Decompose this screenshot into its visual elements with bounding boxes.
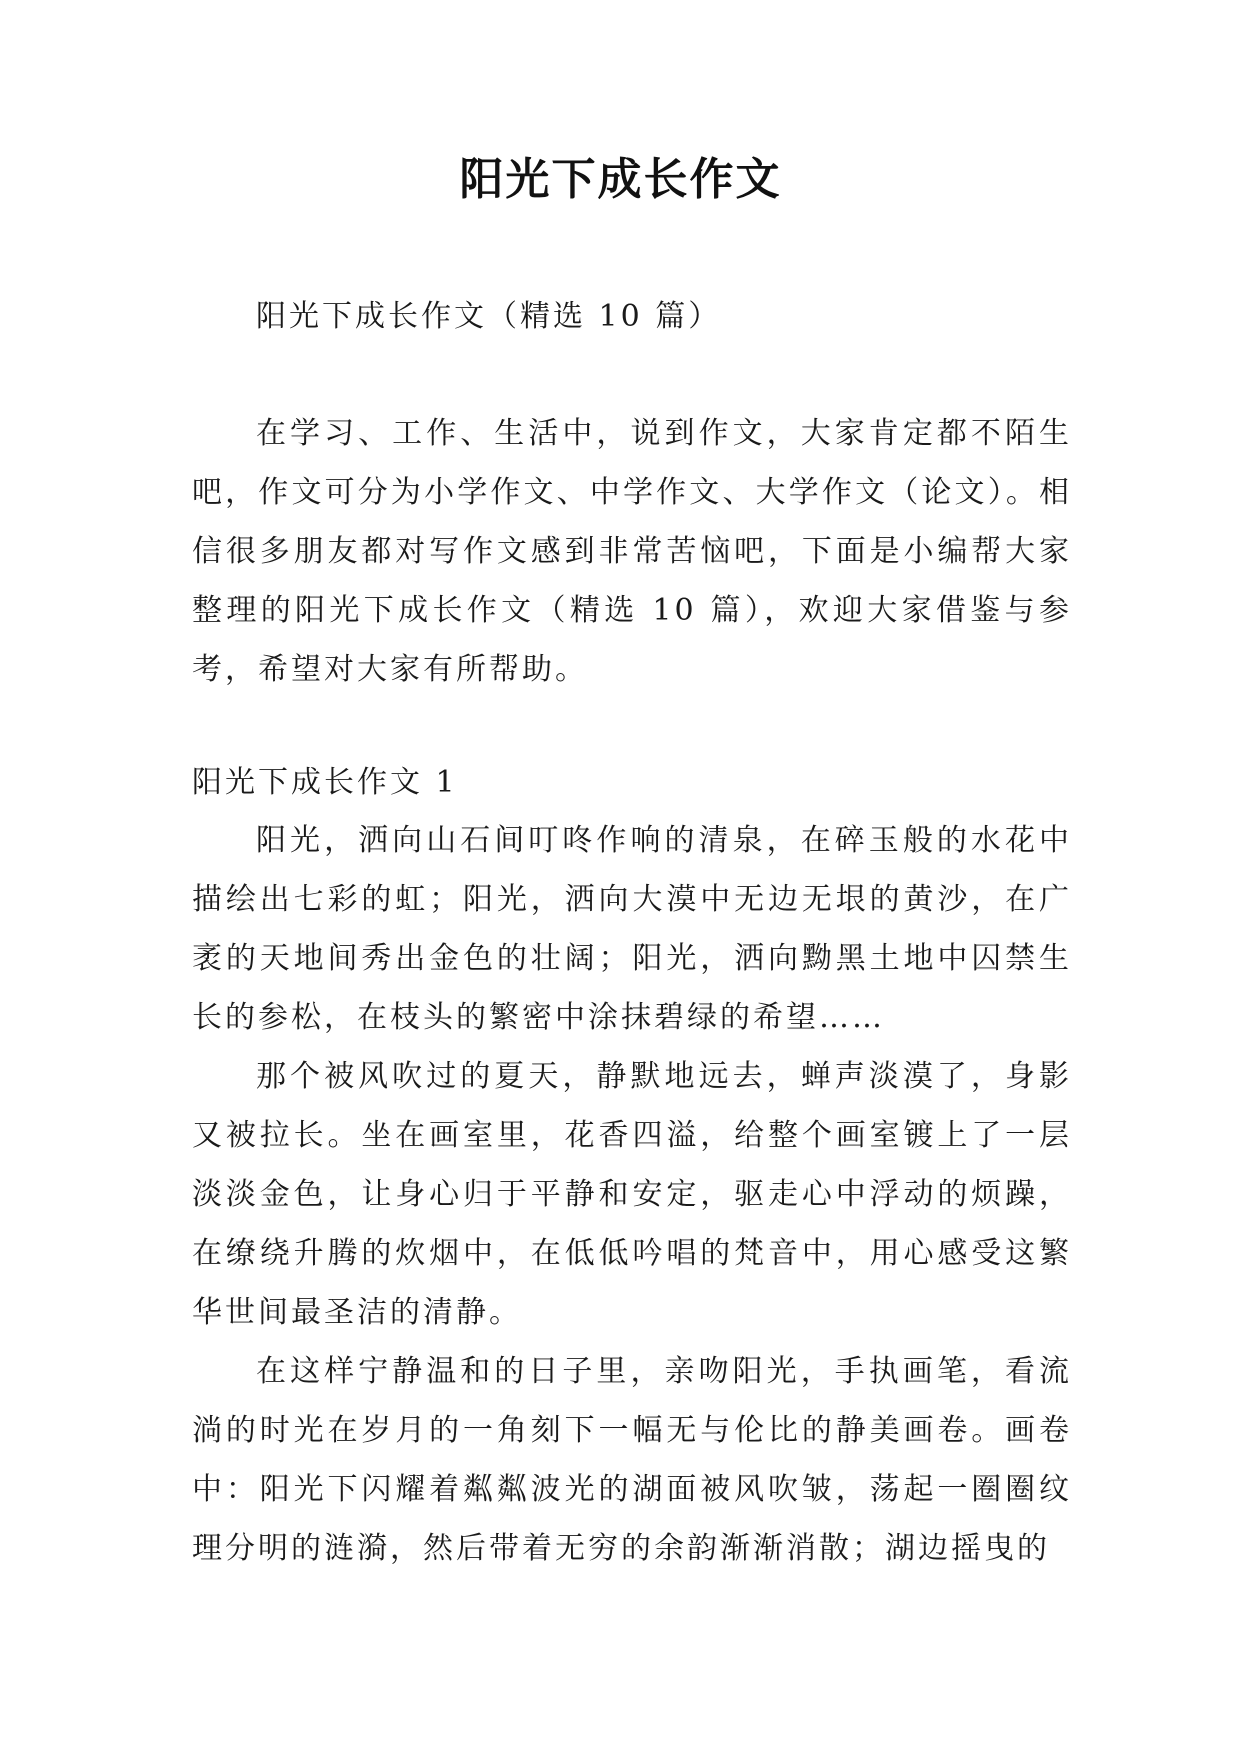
intro-paragraph: 在学习、工作、生活中，说到作文，大家肯定都不陌生吧，作文可分为小学作文、中学作文、大学作文（论文）。相信很多朋友都对写作文感到非常苦恼吧，下面是小编帮大家整理的阳光下成长作文（精选 10 篇），欢迎大家借鉴与参考，希望对大家有所帮助。 bbox=[192, 416, 1072, 687]
essay-paragraph-2: 那个被风吹过的夏天，静默地远去，蝉声淡漠了，身影又被拉长。坐在画室里，花香四溢，给整个画室镀上了一层淡淡金色，让身心归于平静和安定，驱走心中浮动的烦躁，在缭绕升腾的炊烟中，在低低吟唱的梵音中，用心感受这繁华世间最圣洁的清静。 bbox=[192, 1059, 1072, 1330]
section-heading bbox=[192, 753, 1072, 812]
document-subtitle: 阳光下成长作文（精选 10 篇） bbox=[256, 299, 722, 334]
essay-paragraph-1: 阳光，洒向山石间叮咚作响的清泉，在碎玉般的水花中描绘出七彩的虹；阳光，洒向大漠中无边无垠的黄沙，在广袤的天地间秀出金色的壮阔；阳光，洒向黝黑土地中囚禁生长的参松，在枝头的繁密中涂抹碧绿的希望…… bbox=[192, 823, 1072, 1035]
document-title: 阳光下成长作文 bbox=[459, 154, 782, 205]
section-heading-text: 阳光下成长作文 1 bbox=[192, 765, 458, 800]
essay-body bbox=[192, 811, 1072, 1578]
essay-paragraph-3: 在这样宁静温和的日子里，亲吻阳光，手执画笔，看流淌的时光在岁月的一角刻下一幅无与伦比的静美画卷。画卷中：阳光下闪耀着粼粼波光的湖面被风吹皱，荡起一圈圈纹理分明的涟漪，然后带着无穷的余韵渐渐消散；湖边摇曳的 bbox=[192, 1354, 1072, 1566]
